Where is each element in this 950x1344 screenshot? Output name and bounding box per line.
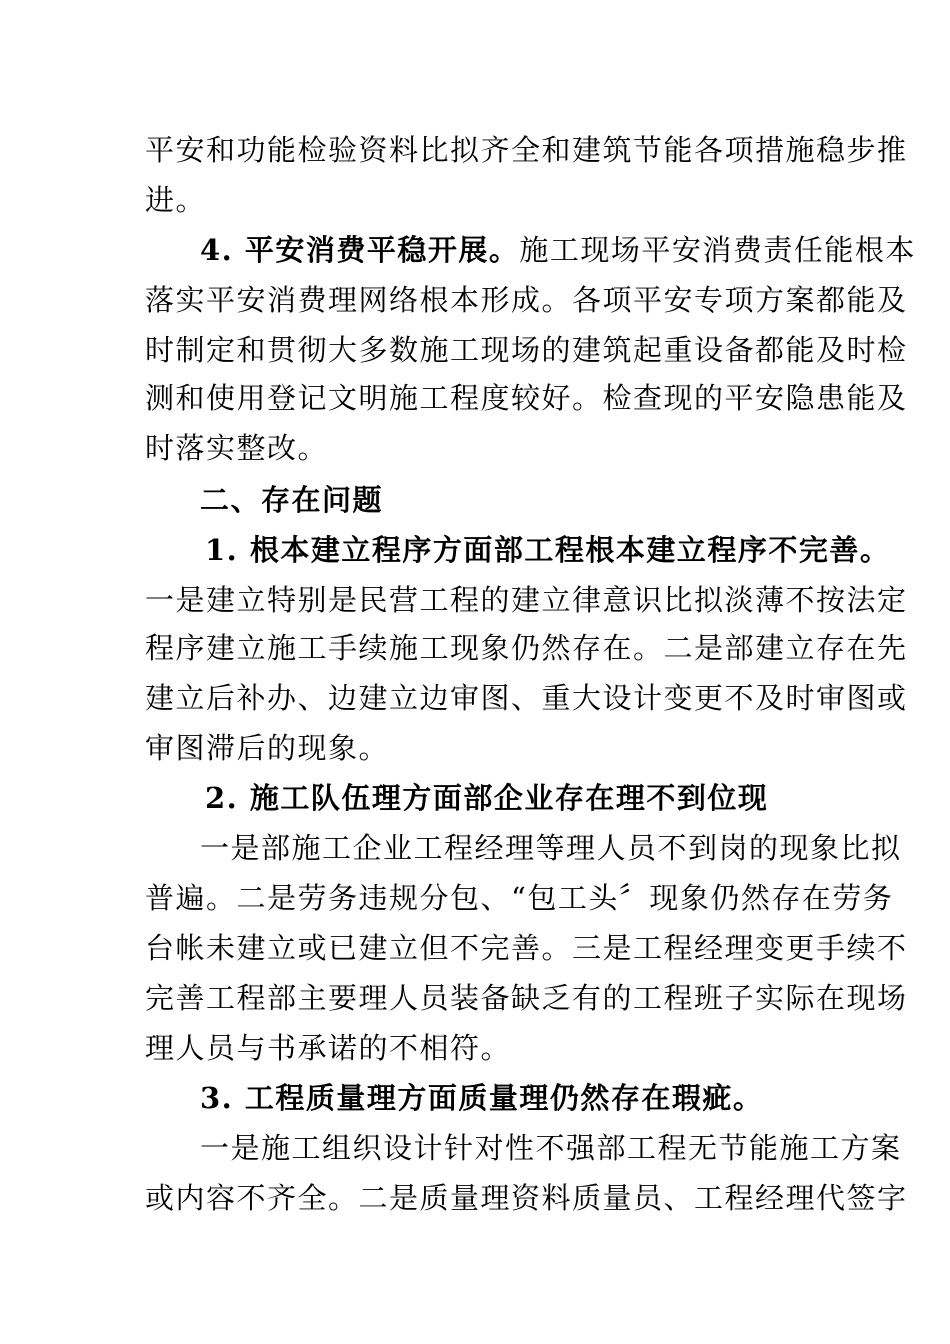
subsection-1-heading: 1. 根本建立程序方面部工程根本建立程序不完善。: [205, 533, 891, 567]
paragraph-line: 测和使用登记文明施工程度较好。检查现的平安隐患能及: [145, 381, 908, 415]
paragraph-line: 一是施工组织设计针对性不强部工程无节能施工方案: [200, 1131, 902, 1165]
paragraph-line: 时制定和贯彻大多数施工现场的建筑起重设备都能及时检: [145, 333, 908, 367]
paragraph-line: 进。: [145, 183, 207, 217]
paragraph-line: 建立后补办、边建立边审图、重大设计变更不及时审图或: [145, 681, 908, 715]
paragraph-line: 完善工程部主要理人员装备缺乏有的工程班子实际在现场: [145, 981, 908, 1015]
paragraph-line: 或内容不齐全。二是质量理资料质量员、工程经理代签字: [145, 1181, 908, 1215]
paragraph-line: 一是部施工企业工程经理等理人员不到岗的现象比拟: [200, 831, 902, 865]
paragraph-line: 程序建立施工手续施工现象仍然存在。二是部建立存在先: [145, 631, 908, 665]
paragraph-line: 普遍。二是劳务违规分包、“包工头〞现象仍然存在劳务: [145, 881, 894, 915]
subsection-2-heading: 2. 施工队伍理方面部企业存在理不到位现: [205, 781, 769, 815]
paragraph-line: 时落实整改。: [145, 431, 329, 465]
paragraph-line: 台帐未建立或已建立但不完善。三是工程经理变更手续不: [145, 931, 908, 965]
paragraph-line: 理人员与书承诺的不相符。: [145, 1031, 512, 1065]
section-heading-problems: 二、存在问题: [200, 483, 384, 517]
section-4-heading: 4. 平安消费平稳开展。: [200, 233, 520, 267]
paragraph-line: 审图滞后的现象。: [145, 731, 390, 765]
paragraph-line: 平安和功能检验资料比拟齐全和建筑节能各项措施稳步推: [145, 133, 908, 167]
paragraph-line: 落实平安消费理网络根本形成。各项平安专项方案都能及: [145, 283, 908, 317]
subsection-3-heading: 3. 工程质量理方面质量理仍然存在瑕疵。: [200, 1081, 764, 1115]
section-4-line: 4. 平安消费平稳开展。施工现场平安消费责任能根本: [200, 233, 916, 267]
paragraph-line: 一是建立特别是民营工程的建立律意识比拟淡薄不按法定: [145, 583, 908, 617]
